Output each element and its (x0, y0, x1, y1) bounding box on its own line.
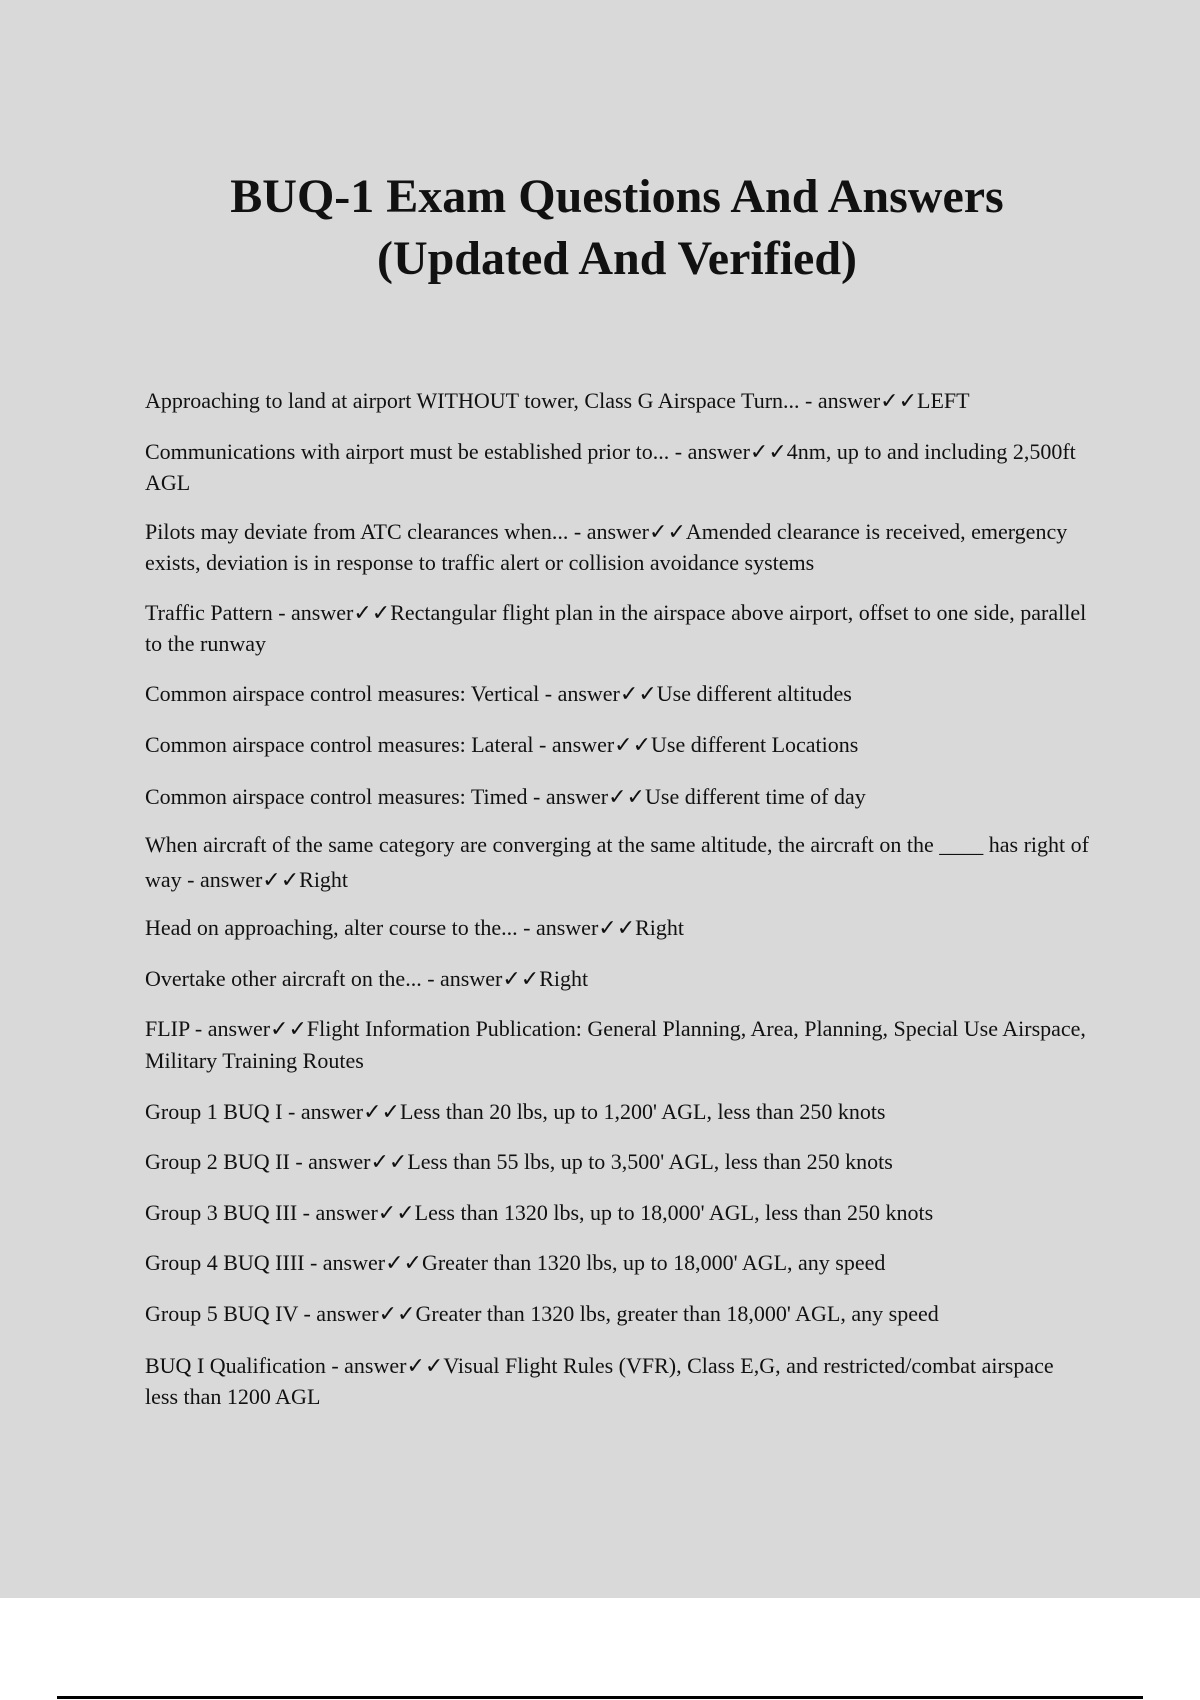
document-title (0, 166, 1200, 290)
qa-item: Group 2 BUQ II - answer✓✓Less than 55 lbs, up to 3,500' AGL, less than 250 knots (145, 1149, 893, 1174)
qa-item: When aircraft of the same category are converging at the same altitude, the aircraft on the ____ has right of way - answer✓✓Right (145, 832, 1089, 892)
qa-item: Communications with airport must be established prior to... - answer✓✓4nm, up to and including 2,500ft AGL (145, 439, 1076, 495)
qa-item: Head on approaching, alter course to the... - answer✓✓Right (145, 915, 685, 940)
qa-item: Group 4 BUQ IIII - answer✓✓Greater than 1320 lbs, up to 18,000' AGL, any speed (145, 1250, 886, 1275)
qa-item: Pilots may deviate from ATC clearances when... - answer✓✓Amended clearance is received, emergency exists, deviation is in response to traffic alert or collision avoidance systems (145, 519, 1068, 575)
qa-item: Common airspace control measures: Lateral - answer✓✓Use different Locations (145, 732, 859, 757)
footer-divider (57, 1696, 1143, 1699)
qa-item: Traffic Pattern - answer✓✓Rectangular flight plan in the airspace above airport, offset to one side, parallel to the runway (145, 600, 1087, 656)
qa-item: FLIP - answer✓✓Flight Information Publication: General Planning, Area, Planning, Special Use Airspace, Military Training Routes (145, 1016, 1086, 1073)
qa-item: Common airspace control measures: Vertical - answer✓✓Use different altitudes (145, 681, 852, 706)
qa-item: BUQ I Qualification - answer✓✓Visual Flight Rules (VFR), Class E,G, and restricted/combat airspace less than 1200 AGL (145, 1353, 1054, 1409)
qa-item: Group 5 BUQ IV - answer✓✓Greater than 1320 lbs, greater than 18,000' AGL, any speed (145, 1301, 939, 1326)
qa-item: Overtake other aircraft on the... - answer✓✓Right (145, 966, 589, 991)
title-line-2: (Updated And Verified) (376, 232, 858, 285)
qa-item: Group 3 BUQ III - answer✓✓Less than 1320 lbs, up to 18,000' AGL, less than 250 knots (145, 1200, 934, 1225)
qa-item: Approaching to land at airport WITHOUT tower, Class G Airspace Turn... - answer✓✓LEFT (145, 388, 970, 413)
title-line-1: BUQ-1 Exam Questions And Answers (230, 170, 1004, 223)
qa-item: Group 1 BUQ I - answer✓✓Less than 20 lbs, up to 1,200' AGL, less than 250 knots (145, 1099, 886, 1124)
qa-item: Common airspace control measures: Timed - answer✓✓Use different time of day (145, 784, 866, 809)
